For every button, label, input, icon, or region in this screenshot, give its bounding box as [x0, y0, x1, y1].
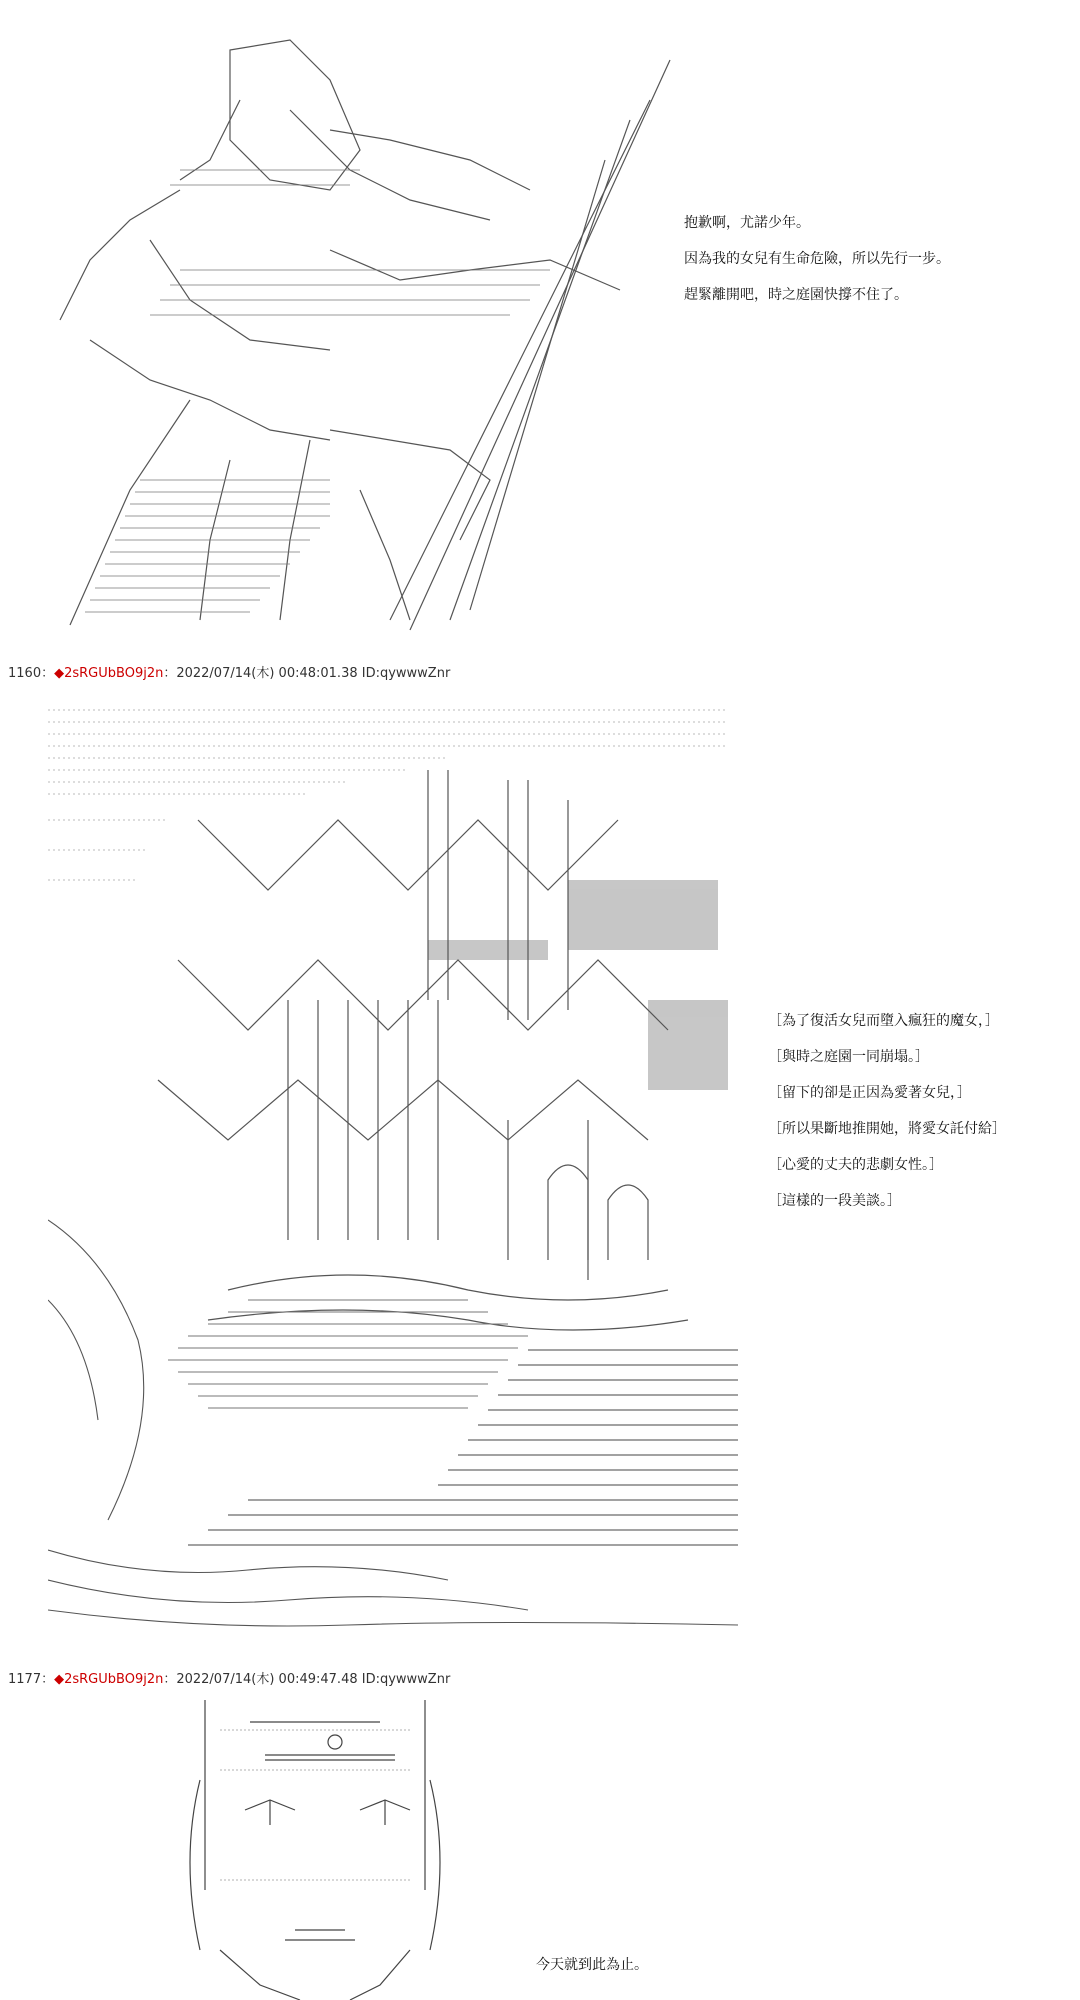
- caption-line: ［這樣的一段美談。］: [768, 1193, 901, 1209]
- post-tripcode[interactable]: 2sRGUbBO9j2n: [64, 666, 164, 681]
- caption-line: 趕緊離開吧，時之庭園快撐不住了。: [684, 287, 908, 303]
- post-tripcode[interactable]: 2sRGUbBO9j2n: [64, 1672, 164, 1687]
- trip-diamond-icon: ◆: [54, 1672, 65, 1687]
- ascii-art-1-drawing: [30, 20, 680, 635]
- panel-3-caption: [536, 1947, 648, 1983]
- post-separator: ：: [41, 666, 55, 681]
- caption-line: 今天就到此為止。: [536, 1957, 648, 1973]
- post-header: [8, 662, 450, 681]
- ascii-art-panel-3: [160, 1700, 460, 2000]
- caption-line: 抱歉啊，尤諾少年。: [684, 215, 810, 231]
- trip-diamond-icon: ◆: [54, 666, 65, 681]
- ascii-art-2-drawing: [48, 700, 738, 1635]
- caption-line: ［所以果斷地推開她，將愛女託付給］: [768, 1121, 1006, 1137]
- caption-line: ［為了復活女兒而墮入瘋狂的魔女，］: [768, 1013, 999, 1029]
- post-header: [8, 1668, 450, 1687]
- post-number: 1160: [8, 666, 42, 681]
- post-number: 1177: [8, 1672, 42, 1687]
- ascii-art-panel-1: [30, 20, 680, 635]
- post-meta: ：2022/07/14(木) 00:48:01.38 ID:qywwwZnr: [163, 666, 451, 681]
- caption-line: ［留下的卻是正因為愛著女兒，］: [768, 1085, 971, 1101]
- caption-line: ［與時之庭園一同崩塌。］: [768, 1049, 929, 1065]
- ascii-art-panel-2: [48, 700, 738, 1635]
- caption-line: 因為我的女兒有生命危險，所以先行一步。: [684, 251, 950, 267]
- ascii-art-3-drawing: [160, 1700, 460, 2000]
- caption-line: ［心愛的丈夫的悲劇女性。］: [768, 1157, 943, 1173]
- panel-1-caption: [684, 205, 950, 313]
- post-meta: ：2022/07/14(木) 00:49:47.48 ID:qywwwZnr: [163, 1672, 451, 1687]
- post-separator: ：: [41, 1672, 55, 1687]
- panel-2-caption: [768, 1003, 1006, 1219]
